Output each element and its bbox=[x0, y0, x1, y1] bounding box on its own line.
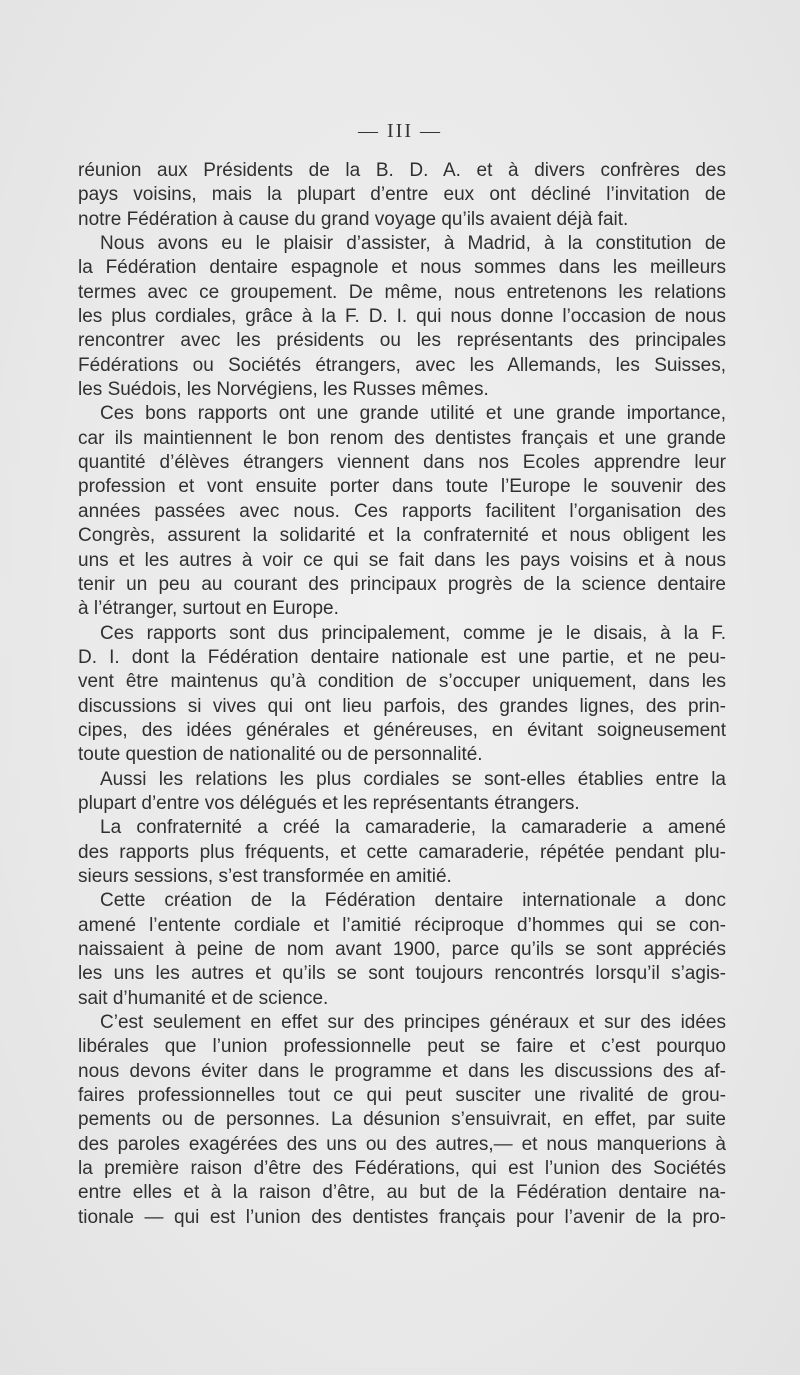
text-line: Fédérations ou Sociétés étrangers, avec les Allemands, les Suisses, bbox=[78, 354, 726, 376]
text-line: rencontrer avec les présidents ou les représentants des principales bbox=[78, 330, 726, 352]
text-line: pements ou de personnes. La désunion s’ensuivrait, en effet, par suite bbox=[78, 1109, 726, 1131]
text-line: années passées avec nous. Ces rapports facilitent l’organisation des bbox=[78, 500, 726, 522]
text-line: à l’étranger, surtout en Europe. bbox=[78, 598, 339, 620]
text-line: discussions si vives qui ont lieu parfois, des grandes lignes, des prin- bbox=[78, 695, 726, 717]
text-line: Nous avons eu le plaisir d’assister, à Madrid, à la constitution de bbox=[100, 233, 726, 255]
text-line: La confraternité a créé la camaraderie, la camaraderie a amené bbox=[100, 817, 726, 839]
page-number: — III — bbox=[358, 120, 442, 142]
text-line: nous devons éviter dans le programme et dans les discussions des af- bbox=[78, 1060, 726, 1082]
text-line: uns et les autres à voir ce qui se fait dans les pays voisins et à nous bbox=[78, 549, 726, 571]
text-line: libérales que l’union professionnelle peut se faire et c’est pourquo bbox=[78, 1036, 726, 1058]
text-line: Ces bons rapports ont une grande utilité et une grande importance, bbox=[100, 403, 726, 425]
text-line: les plus cordiales, grâce à la F. D. I. qui nous donne l’occasion de nous bbox=[78, 306, 726, 328]
text-line: des rapports plus fréquents, et cette camaraderie, répétée pendant plu- bbox=[78, 841, 726, 863]
text-line: car ils maintiennent le bon renom des dentistes français et une grande bbox=[78, 427, 726, 449]
text-line: des paroles exagérées des uns ou des autres,— et nous manquerions à bbox=[78, 1133, 726, 1155]
text-line: Aussi les relations les plus cordiales se sont-elles établies entre la bbox=[100, 768, 726, 790]
text-line: faires professionnelles tout ce qui peut susciter une rivalité de grou- bbox=[78, 1085, 726, 1107]
text-line: Cette création de la Fédération dentaire internationale a donc bbox=[100, 890, 726, 912]
text-line: tionale — qui est l’union des dentistes français pour l’avenir de la pro- bbox=[78, 1206, 726, 1228]
body-text bbox=[78, 159, 726, 1230]
text-line: la première raison d’être des Fédérations, qui est l’union des Sociétés bbox=[78, 1158, 726, 1180]
text-line: profession et vont ensuite porter dans toute l’Europe le souvenir des bbox=[78, 476, 726, 498]
text-line: pays voisins, mais la plupart d’entre eux ont décliné l’invitation de bbox=[78, 184, 726, 206]
text-line: vent être maintenus qu’à condition de s’occuper uniquement, dans les bbox=[78, 671, 726, 693]
text-line: amené l’entente cordiale et l’amitié réciproque d’hommes qui se con- bbox=[78, 914, 726, 936]
text-line: la Fédération dentaire espagnole et nous sommes dans les meilleurs bbox=[78, 257, 726, 279]
text-line: C’est seulement en effet sur des principes généraux et sur des idées bbox=[100, 1012, 726, 1034]
text-line: réunion aux Présidents de la B. D. A. et à divers confrères des bbox=[78, 160, 726, 181]
text-line: toute question de nationalité ou de personnalité. bbox=[78, 744, 483, 766]
text-line: quantité d’élèves étrangers viennent dans nos Ecoles apprendre leur bbox=[78, 452, 726, 474]
text-line: Ces rapports sont dus principalement, comme je le disais, à la F. bbox=[100, 622, 726, 644]
text-line: sieurs sessions, s’est transformée en amitié. bbox=[78, 865, 452, 887]
text-line: termes avec ce groupement. De même, nous entretenons les relations bbox=[78, 281, 726, 303]
text-line: cipes, des idées générales et généreuses, en évitant soigneusement bbox=[78, 719, 726, 741]
text-line: D. I. dont la Fédération dentaire nationale est une partie, et ne peu- bbox=[78, 646, 726, 668]
text-line: Congrès, assurent la solidarité et la confraternité et nous obligent les bbox=[78, 525, 726, 547]
text-line: plupart d’entre vos délégués et les représentants étrangers. bbox=[78, 792, 580, 814]
text-line: les uns les autres et qu’ils se sont toujours rencontrés lorsqu’il s’agis- bbox=[78, 963, 726, 985]
text-line: entre elles et à la raison d’être, au but de la Fédération dentaire na- bbox=[78, 1182, 726, 1204]
text-line: les Suédois, les Norvégiens, les Russes mêmes. bbox=[78, 379, 489, 401]
text-line: tenir un peu au courant des principaux progrès de la science dentaire bbox=[78, 573, 726, 595]
text-line: naissaient à peine de nom avant 1900, parce qu’ils se sont appréciés bbox=[78, 939, 726, 960]
text-line: sait d’humanité et de science. bbox=[78, 987, 329, 1009]
text-line: notre Fédération à cause du grand voyage qu’ils avaient déjà fait. bbox=[78, 208, 629, 230]
